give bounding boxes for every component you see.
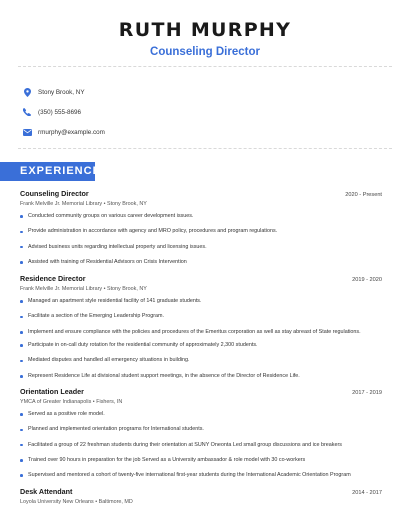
job-org-name: Frank Melville Jr. Memorial Library xyxy=(20,286,103,293)
job-bullet: Facilitate a section of the Emerging Leadership Program. xyxy=(20,313,382,320)
job-bullet: Trained over 90 hours in preparation for the job Served as a University ambassador & role model with 30 co-workers xyxy=(20,457,382,464)
job-org-name: YMCA of Greater Indianapolis xyxy=(20,398,92,405)
job-title: Residence Director xyxy=(20,274,86,284)
job-org: Loyola University New Orleans • Baltimore, MD xyxy=(20,499,133,506)
job-location: Baltimore, MD xyxy=(98,499,133,506)
job-bullet: Served as a positive role model. xyxy=(20,411,382,418)
job-org-name: Frank Melville Jr. Memorial Library xyxy=(20,201,103,207)
job-entry xyxy=(20,189,382,266)
experience-heading: EXPERIENCE xyxy=(0,162,95,181)
job-location: Stony Brook, NY xyxy=(106,201,147,207)
phone-icon xyxy=(22,107,32,117)
job-org: YMCA of Greater Indianapolis • Fishers, IN xyxy=(20,398,123,405)
job-bullet: Advised business units regarding intellectual property and licensing issues. xyxy=(20,244,382,251)
job-title: Desk Attendant xyxy=(20,487,73,497)
job-bullet: Provide administration in accordance with agency and MRO policy, procedures and program regulations. xyxy=(20,228,382,235)
job-entry xyxy=(20,387,382,479)
job-bullets xyxy=(20,298,382,380)
job-bullet: Planned and implemented orientation programs for International students. xyxy=(20,426,382,433)
header-divider xyxy=(18,66,392,67)
job-location: Fishers, IN xyxy=(96,398,123,405)
job-dates: 2019 - 2020 xyxy=(352,277,382,284)
contact-location xyxy=(22,83,105,101)
job-org: Frank Melville Jr. Memorial Library • Stony Brook, NY xyxy=(20,201,147,207)
job-dates: 2020 - Present xyxy=(345,192,382,198)
job-bullet: Participate in on-call duty rotation for the residential community of approximately 2,300 students. xyxy=(20,342,382,349)
contact-phone-text: (350) 555-8696 xyxy=(38,108,82,116)
job-entry xyxy=(20,487,382,505)
job-title: Orientation Leader xyxy=(20,386,84,396)
job-bullet: Managed an apartment style residential facility of 141 graduate students. xyxy=(20,298,382,305)
contact-phone xyxy=(22,103,105,121)
contact-email xyxy=(22,123,105,141)
job-bullet: Conducted community groups on various career development issues. xyxy=(20,213,382,220)
job-org-name: Loyola University New Orleans xyxy=(20,499,94,506)
job-bullet: Assisted with training of Residential Advisors on Crisis Intervention xyxy=(20,259,382,266)
location-pin-icon xyxy=(22,87,32,97)
job-location: Stony Brook, NY xyxy=(106,286,147,293)
job-bullet: Mediated disputes and handled all emergency situations in building. xyxy=(20,357,382,364)
job-org: Frank Melville Jr. Memorial Library • Stony Brook, NY xyxy=(20,286,147,293)
job-entry xyxy=(20,274,382,380)
job-dates: 2017 - 2019 xyxy=(352,389,382,396)
job-dates: 2014 - 2017 xyxy=(352,490,382,497)
resume-header xyxy=(0,0,410,59)
candidate-name: RUTH MURPHY xyxy=(118,19,292,41)
contact-location-text: Stony Brook, NY xyxy=(38,88,85,96)
job-bullet: Represent Residence Life at divisional student support meetings, in the absence of the Director of Residence Life. xyxy=(20,373,382,380)
candidate-title: Counseling Director xyxy=(150,46,260,58)
job-bullet: Supervised and mentored a cohort of twenty-five international first-year students during the International Academic Orientation Program xyxy=(20,472,382,479)
contact-email-text: rmurphy@example.com xyxy=(38,128,105,136)
job-bullets xyxy=(20,213,382,266)
job-bullet: Implement and ensure compliance with the policies and procedures of the Emeritus corporation as well as stay abreast of State regulations. xyxy=(20,329,382,336)
job-bullets xyxy=(20,411,382,479)
experience-list xyxy=(20,189,382,505)
job-title: Counseling Director xyxy=(20,189,89,198)
envelope-icon xyxy=(22,127,32,137)
job-bullet: Facilitated a group of 22 freshman students during their orientation at SUNY Oneonta Led small group discussions and ice breakers xyxy=(20,442,382,449)
contact-divider xyxy=(18,148,392,149)
contact-list xyxy=(22,83,105,143)
